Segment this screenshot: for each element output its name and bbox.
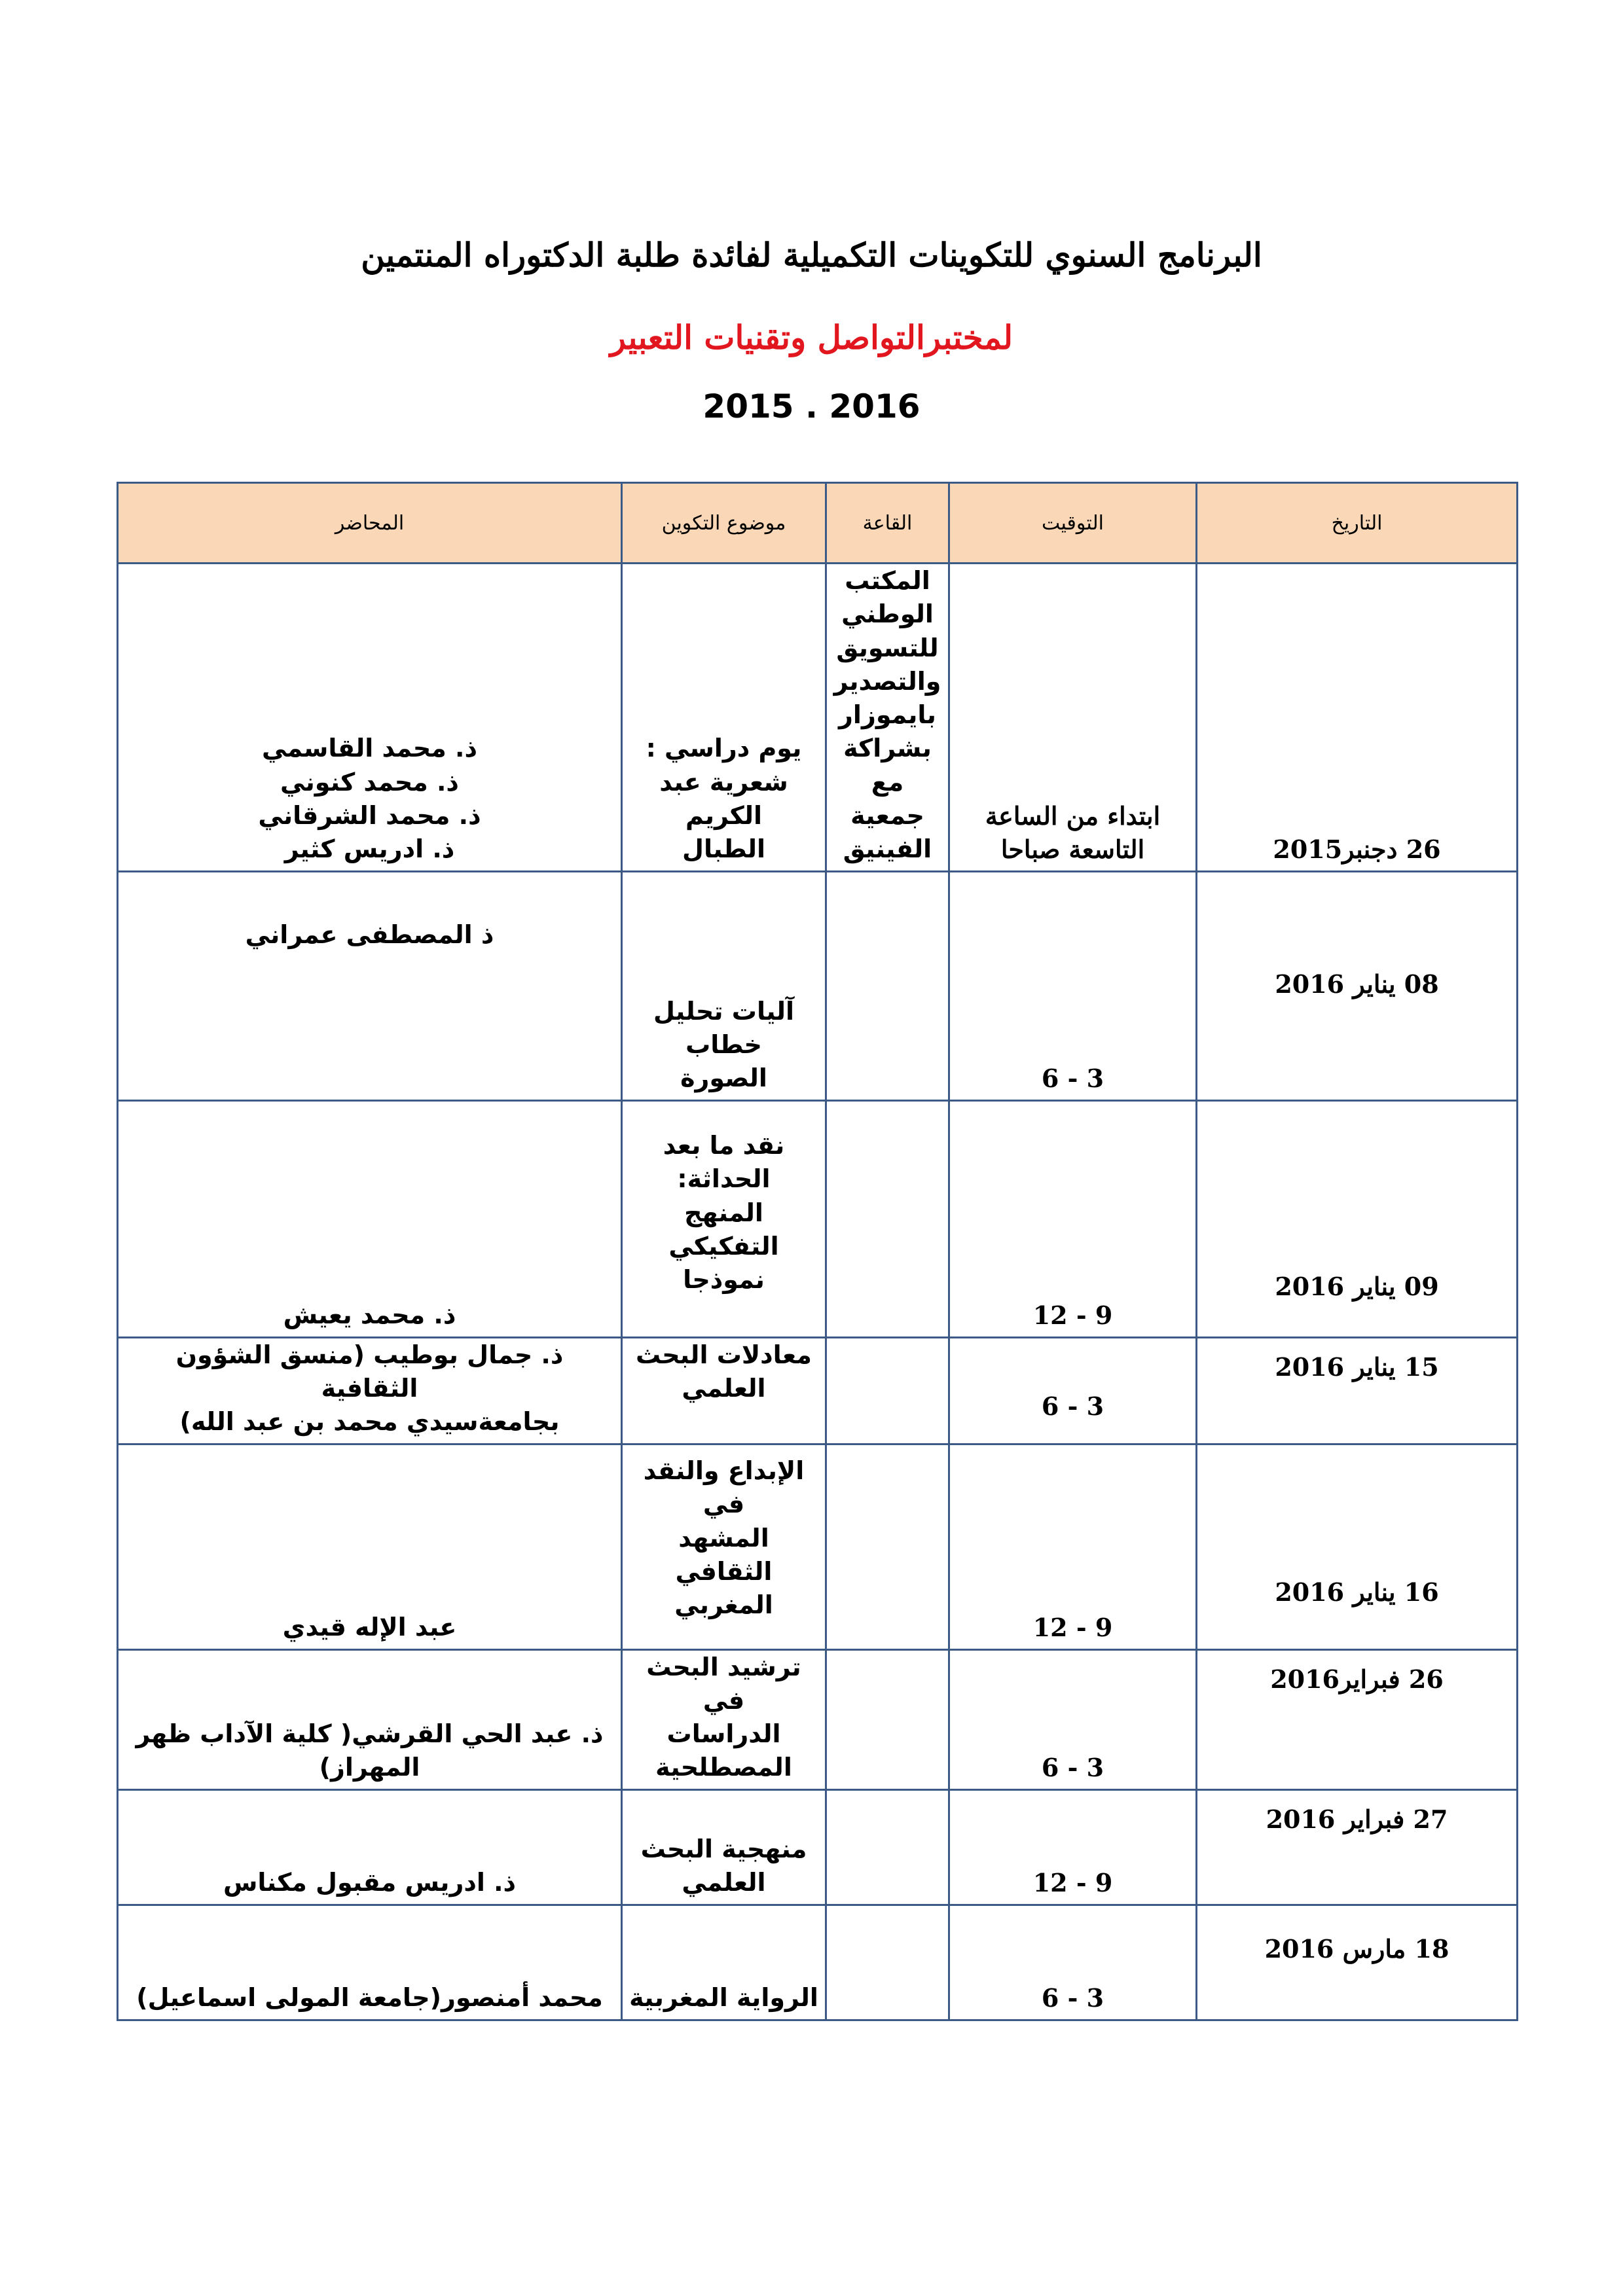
hall-cell xyxy=(826,1789,949,1905)
table-row xyxy=(118,564,1518,872)
lecturer-cell xyxy=(118,1649,622,1789)
lecturer-cell xyxy=(118,1905,622,2020)
lecturer-line: بجامعةسيدي محمد بن عبد الله) xyxy=(179,1407,560,1437)
topic-line: آليات تحليل خطاب xyxy=(653,996,795,1060)
lecturer-line: ذ. عبد الحي القرشي( كلية الآداب ظهر المهراز) xyxy=(136,1719,604,1782)
lecturer-line: محمد أمنصور(جامعة المولى اسماعيل) xyxy=(136,1983,603,2013)
time-line: التاسعة صباحا xyxy=(1000,834,1145,865)
date-cell: 16 يناير 2016 xyxy=(1197,1444,1518,1649)
hall-line: بايموزار xyxy=(839,700,936,730)
topic-cell xyxy=(622,1905,826,2020)
academic-year: 2015 . 2016 xyxy=(702,387,921,425)
time-cell xyxy=(949,1100,1197,1337)
date-cell: 26 دجنبر2015 xyxy=(1197,564,1518,872)
topic-line: الدراسات xyxy=(666,1719,781,1749)
topic-line: العلمي xyxy=(682,1868,766,1897)
hall-cell xyxy=(826,1649,949,1789)
lecturer-line: ذ. محمد الشرقاني xyxy=(258,801,481,831)
time-line: 3 - 6 xyxy=(1041,1983,1104,2013)
topic-line: المغربي xyxy=(674,1590,773,1620)
time-line: 3 - 6 xyxy=(1041,1391,1104,1422)
topic-line: ترشيد البحث في xyxy=(646,1652,801,1715)
laboratory-subtitle: لمختبرالتواصل وتقنيات التعبير xyxy=(610,318,1013,357)
topic-line: العلمي xyxy=(682,1373,766,1403)
hall-cell xyxy=(826,1100,949,1337)
time-line: ابتداء من الساعة xyxy=(985,801,1161,831)
date-cell: 09 يناير 2016 xyxy=(1197,1100,1518,1337)
topic-line: يوم دراسي : xyxy=(646,734,802,763)
time-line: 9 - 12 xyxy=(1032,1300,1113,1331)
lecturer-line: عبد الإله قيدي xyxy=(282,1613,457,1642)
topic-line: منهجية البحث xyxy=(640,1835,807,1864)
table-row xyxy=(118,1444,1518,1649)
topic-line: الطبال xyxy=(682,834,766,864)
hall-line: جمعية xyxy=(850,801,924,831)
date-cell: 18 مارس 2016 xyxy=(1197,1905,1518,2020)
lecturer-cell xyxy=(118,1444,622,1649)
date-cell: 08 يناير 2016 xyxy=(1197,871,1518,1100)
time-cell xyxy=(949,1444,1197,1649)
topic-line: معادلات البحث xyxy=(636,1340,812,1369)
table-row xyxy=(118,1789,1518,1905)
topic-cell xyxy=(622,1337,826,1444)
lecturer-cell xyxy=(118,1100,622,1337)
table-header-row xyxy=(118,483,1518,564)
schedule-table xyxy=(117,482,1518,2021)
lecturer-line: ذ. محمد كنوني xyxy=(280,767,459,797)
column-header-time: التوقيت xyxy=(949,483,1197,564)
hall-cell xyxy=(826,1905,949,2020)
topic-cell xyxy=(622,1649,826,1789)
time-cell xyxy=(949,1337,1197,1444)
lecturer-line: ذ. جمال بوطيب (منسق الشؤون الثقافية xyxy=(175,1340,564,1403)
lecturer-cell xyxy=(118,1337,622,1444)
time-line: 3 - 6 xyxy=(1041,1064,1104,1094)
table-row xyxy=(118,1100,1518,1337)
date-cell: 27 فبراير 2016 xyxy=(1197,1789,1518,1905)
column-header-lecturer: المحاضر xyxy=(118,483,622,564)
lecturer-line: ذ. محمد القاسمي xyxy=(262,734,477,763)
topic-cell xyxy=(622,871,826,1100)
topic-line: شعرية عبد الكريم xyxy=(659,767,788,831)
time-cell xyxy=(949,871,1197,1100)
table-row xyxy=(118,1337,1518,1444)
topic-line: الصورة xyxy=(680,1064,767,1093)
time-cell xyxy=(949,564,1197,872)
hall-line: للتسويق xyxy=(836,633,939,662)
lecturer-line: ذ. ادريس كثير xyxy=(284,834,455,864)
time-line: 9 - 12 xyxy=(1032,1868,1113,1898)
topic-line: المشهد الثقافي xyxy=(675,1523,773,1586)
time-line: 3 - 6 xyxy=(1041,1753,1104,1783)
topic-cell xyxy=(622,1444,826,1649)
hall-cell xyxy=(826,564,949,872)
date-cell: 15 يناير 2016 xyxy=(1197,1337,1518,1444)
table-row xyxy=(118,1905,1518,2020)
hall-cell xyxy=(826,871,949,1100)
hall-cell xyxy=(826,1337,949,1444)
topic-line: نموذجا xyxy=(683,1265,765,1295)
document-title: البرنامج السنوي للتكوينات التكميلية لفائدة طلبة الدكتوراه المنتمين xyxy=(361,236,1262,274)
hall-line: الوطني xyxy=(841,600,934,629)
table-row xyxy=(118,1649,1518,1789)
lecturer-line: ذ. محمد يعيش xyxy=(283,1300,456,1330)
time-cell xyxy=(949,1905,1197,2020)
hall-line: الفينيق xyxy=(843,834,932,864)
topic-line: الإبداع والنقد في xyxy=(643,1456,805,1519)
lecturer-line: ذ. ادريس مقبول مكناس xyxy=(223,1868,517,1897)
topic-cell xyxy=(622,1100,826,1337)
lecturer-cell xyxy=(118,1789,622,1905)
column-header-hall: القاعة xyxy=(826,483,949,564)
hall-line: والتصدير xyxy=(833,666,941,696)
time-cell xyxy=(949,1649,1197,1789)
hall-line: بشراكة مع xyxy=(843,734,932,797)
time-cell xyxy=(949,1789,1197,1905)
topic-cell xyxy=(622,1789,826,1905)
table-row xyxy=(118,871,1518,1100)
hall-line: المكتب xyxy=(845,566,930,595)
column-header-topic: موضوع التكوين xyxy=(622,483,826,564)
topic-line: المنهج التفكيكي xyxy=(668,1198,779,1261)
topic-line: الرواية المغربية xyxy=(629,1983,818,2013)
hall-cell xyxy=(826,1444,949,1649)
lecturer-cell xyxy=(118,564,622,872)
time-line: 9 - 12 xyxy=(1032,1613,1113,1643)
topic-line: نقد ما بعد الحداثة: xyxy=(663,1131,785,1194)
date-cell: 26 فبراير2016 xyxy=(1197,1649,1518,1789)
topic-line: المصطلحية xyxy=(655,1753,792,1782)
column-header-date: التاريخ xyxy=(1197,483,1518,564)
lecturer-line: ذ المصطفى عمراني xyxy=(245,920,494,949)
topic-cell xyxy=(622,564,826,872)
lecturer-cell xyxy=(118,871,622,1100)
